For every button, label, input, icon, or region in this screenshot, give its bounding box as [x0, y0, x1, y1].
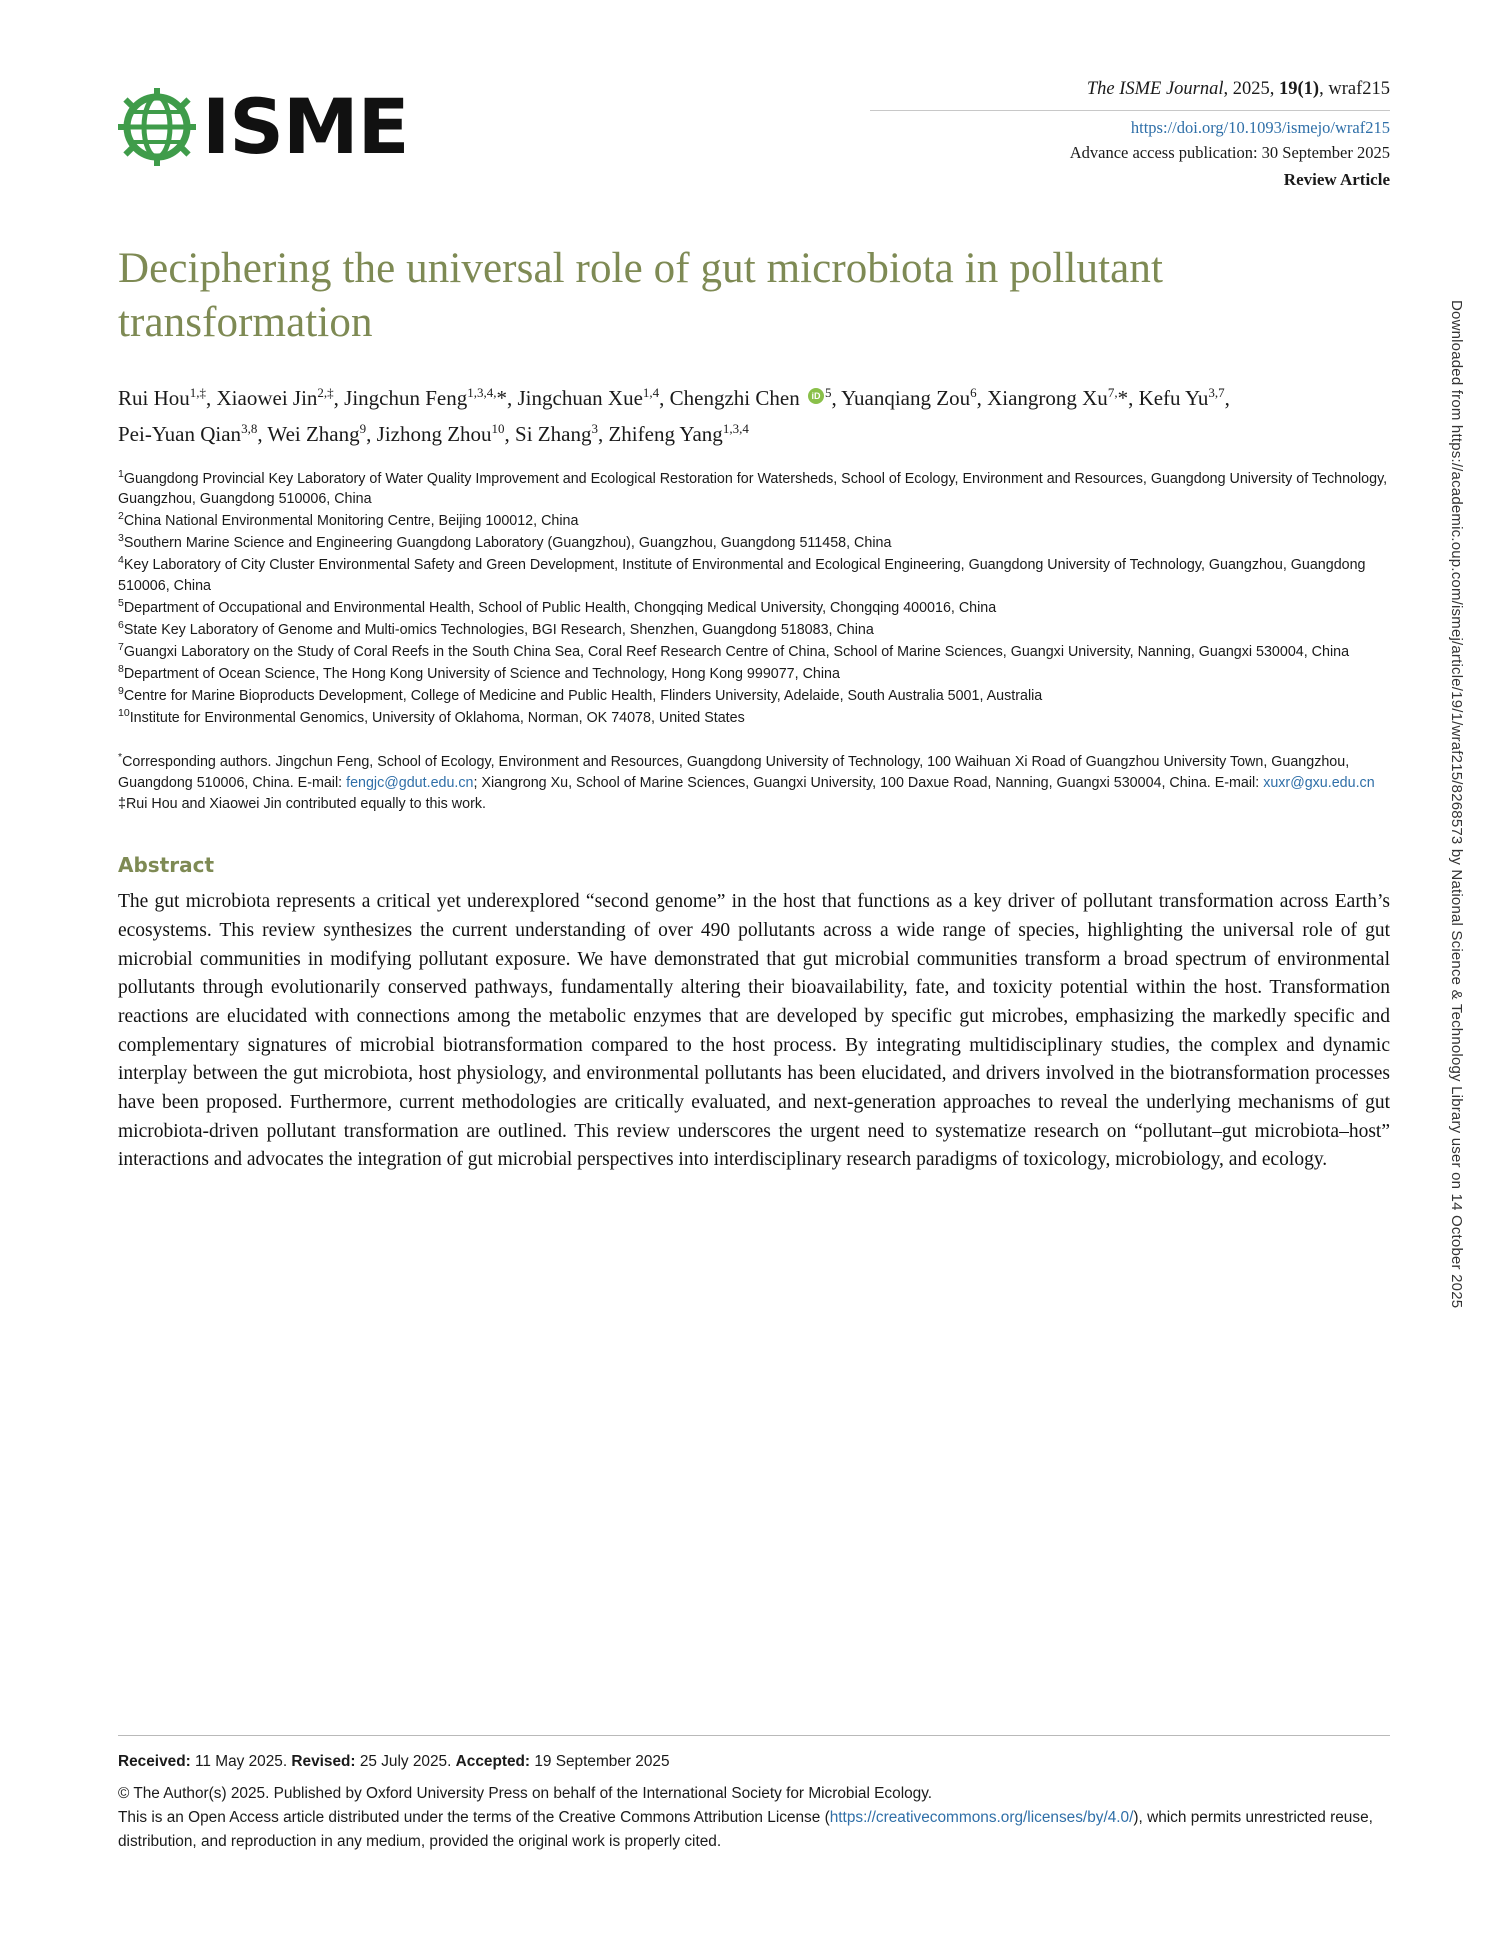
affiliation-item: $^4$Key Laboratory of City Cluster Environmental Safety and Green Development, Institute of Environmental and Ecological Engineering, Guangdong University of Technology, Guangzhou, Guangdong 510006, China	[118, 554, 1366, 594]
page-footer	[118, 1735, 1390, 1854]
equal-contribution-note: ‡Rui Hou and Xiaowei Jin contributed equally to this work.	[118, 796, 486, 813]
page-title: Deciphering the universal role of gut microbiota in pollutant transformation	[118, 245, 1163, 346]
journal-citation	[870, 76, 1390, 104]
journal-logo-text: ISME	[202, 82, 409, 171]
affiliation-item: $^8$Department of Ocean Science, The Hong Kong University of Science and Technology, Hong Kong 999077, China	[118, 663, 840, 682]
affiliation-item: $^6$State Key Laboratory of Genome and Multi-omics Technologies, BGI Research, Shenzhen, Guangdong 518083, China	[118, 618, 874, 638]
affiliation-item: $^7$Guangxi Laboratory on the Study of Coral Reefs in the South China Sea, Coral Reef Research Centre of China, School of Marine Sciences, Guangxi University, Nanning, Guangxi 530004, China	[118, 640, 1350, 660]
corresponding-authors: *Corresponding authors. Jingchun Feng, School of Ecology, Environment and Resources, Guangdong University of Technology, 100 Waihuan Xi Road of Guangzhou University Town, Guangzhou, Guangdong 510006, China. E-mail: fengjc@gdut.edu.cn; Xiangrong Xu, School of Marine Sciences, Guangxi University, 100 Daxue Road, Nanning, Guangxi 530004, China. E-mail: xuxr@gxu.edu.cn	[118, 751, 1375, 792]
affiliation-item: $^1$Guangdong Provincial Key Laboratory of Water Quality Improvement and Ecological Restoration for Watersheds, School of Ecology, Environment and Resources, Guangdong University of Technology, Guangzhou, Guangdong 510006, China	[118, 468, 1388, 508]
journal-year: , 2025,	[1223, 79, 1280, 99]
advance-access-date: Advance access publication: 30 September 2025	[1069, 142, 1390, 162]
journal-article-id: , wraf215	[1319, 79, 1390, 99]
affiliation-list	[118, 467, 1390, 728]
journal-logo	[118, 82, 409, 171]
affiliation-item: $^2$China National Environmental Monitoring Centre, Beijing 100012, China	[118, 510, 579, 530]
orcid-icon[interactable]	[808, 388, 824, 404]
publication-dates: Received: 11 May 2025. Revised: 25 July 2025. Accepted: 19 September 2025	[118, 1753, 670, 1770]
abstract-heading: Abstract	[118, 853, 215, 878]
author-list	[118, 380, 1390, 454]
affiliation-item: $^9$Centre for Marine Bioproducts Development, College of Medicine and Public Health, Flinders University, Adelaide, South Australia 5001, Australia	[118, 685, 1043, 704]
affiliation-item: $^{10}$Institute for Environmental Genomics, University of Oklahoma, Norman, OK 74078, United States	[118, 707, 745, 726]
affiliation-item: $^3$Southern Marine Science and Engineering Guangdong Laboratory (Guangzhou), Guangzhou, Guangdong 511458, China	[118, 532, 892, 552]
page-header	[118, 60, 1390, 190]
header-divider	[870, 110, 1390, 111]
article-content	[118, 60, 1390, 1175]
license-notice: This is an Open Access article distributed under the terms of the Creative Commons Attribution License (https://creativecommons.org/licenses/by/4.0/), which permits unrestricted reuse, distribution, and reproduction in any medium, provided the original work is properly cited.	[118, 1808, 1373, 1850]
email-link-xuxr[interactable]: xuxr@gxu.edu.cn	[1263, 775, 1375, 792]
journal-issue: (1)	[1297, 79, 1320, 99]
globe-icon	[118, 88, 196, 166]
article-type-label: Review Article	[1283, 170, 1390, 190]
header-citation-block	[870, 60, 1390, 193]
abstract-text: The gut microbiota represents a critical yet underexplored “second genome” in the host that functions as a key driver of pollutant transformation across Earth’s ecosystems. This review synthesizes the current understanding of over 490 pollutants across a wide range of species, highlighting the universal role of gut microbial communities in modifying pollutant exposure. We have demonstrated that gut microbial communities transform a broad spectrum of environmental pollutants through evolutionarily conserved pathways, fundamentally altering their bioavailability, fate, and toxicity potential within the host. Transformation reactions are elucidated with connections among the metabolic enzymes that are developed by specific gut microbes, emphasizing the markedly specific and complementary signatures of microbial biotransformation compared to the host process. By integrating multidisciplinary studies, the complex and dynamic interplay between the gut microbiota, host physiology, and environmental pollutants has been elucidated, and drivers involved in the biotransformation processes have been proposed. Furthermore, current methodologies are critically evaluated, and next-generation approaches to reveal the underlying mechanisms of gut microbiota-driven pollutant transformation are outlined. This review underscores the urgent need to systematize research on “pollutant–gut microbiota–host” interactions and advocates the integration of gut microbial perspectives into interdisciplinary research paradigms of toxicology, microbiology, and ecology.	[118, 891, 1390, 1171]
journal-name: The ISME Journal	[1086, 79, 1224, 99]
footer-divider	[118, 1735, 1390, 1736]
affiliation-item: $^5$Department of Occupational and Environmental Health, School of Public Health, Chongqing Medical University, Chongqing 400016, China	[118, 596, 997, 616]
journal-volume: 19	[1279, 79, 1298, 99]
author-line-1: Rui Hou$^{1,\ddagger}$, Xiaowei Jin$^{2,\ddagger}$, Jingchun Feng$^{1,3,4,}$*, Jingchuan Xue$^{1,4}$, Chengzhi Chen $iD^5$, Yuanqiang Zou$^6$, Xiangrong $Xu^{7,}*$, Kefu Yu$^{3,7}$,	[118, 380, 1390, 417]
license-link[interactable]: https://creativecommons.org/licenses/by/4.0/	[829, 1808, 1134, 1826]
copyright-notice: © The Author(s) 2025. Published by Oxford University Press on behalf of the International Society for Microbial Ecology.	[118, 1784, 933, 1802]
download-watermark: Downloaded from https://academic.oup.com/ismej/article/19/1/wraf215/8268573 by National Science & Technology Library user on 14 October 2025	[1448, 300, 1465, 1309]
doi-link[interactable]: https://doi.org/10.1093/ismejo/wraf215	[1130, 117, 1390, 137]
author-line-2: Pei-Yuan Qian$^{3,8}$, Wei Zhang$^9$, Jizhong Zhou$^{10}$, Si Zhang$^3$, Zhifeng Yang$^{1,3,4}$	[118, 421, 749, 447]
email-link-fengjc[interactable]: fengjc@gdut.edu.cn	[346, 775, 474, 792]
